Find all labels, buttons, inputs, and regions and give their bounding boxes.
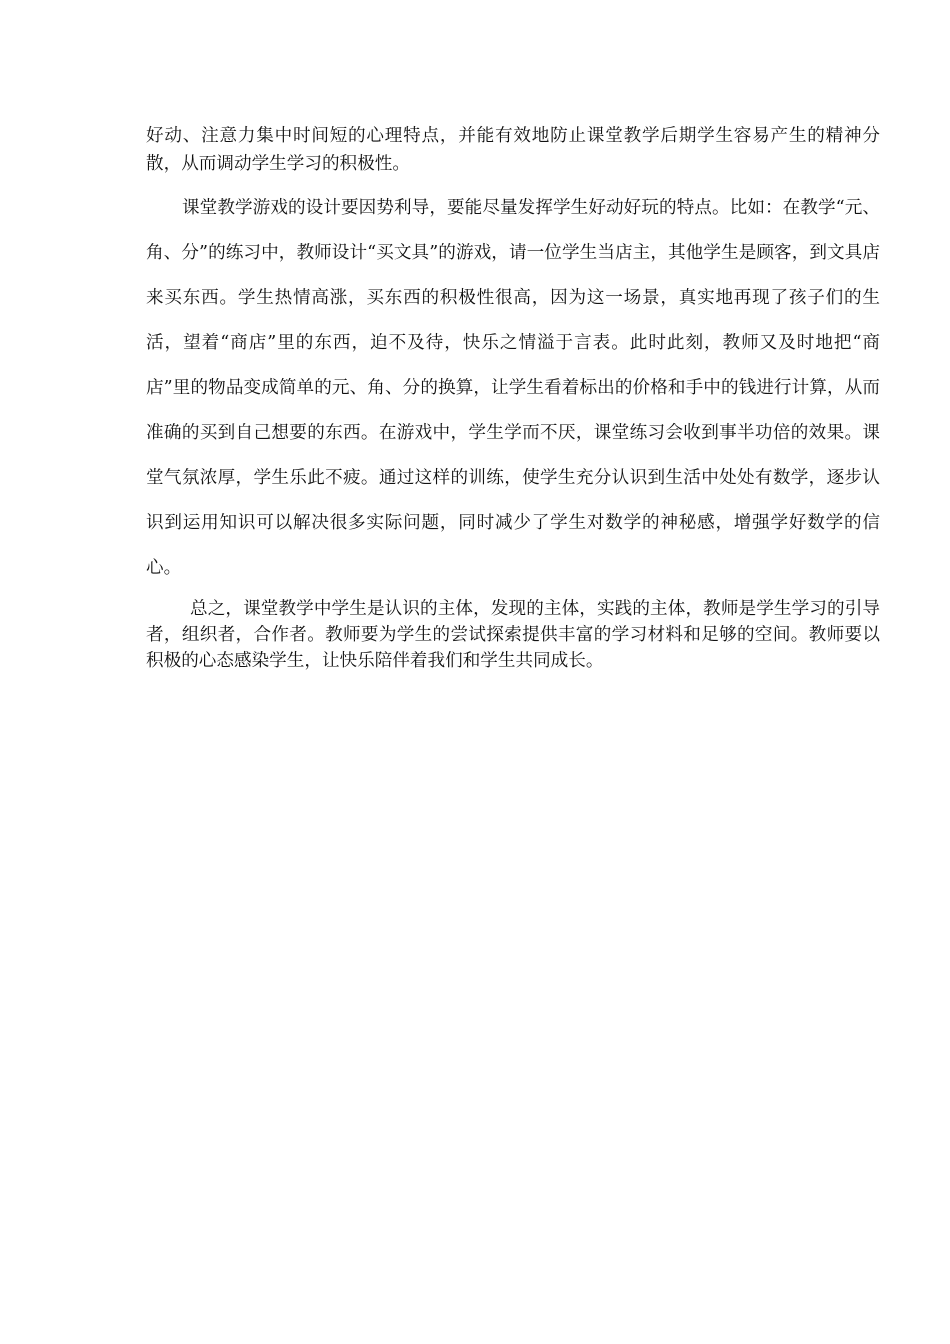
paragraph-game-design: 课堂教学游戏的设计要因势利导，要能尽量发挥学生好动好玩的特点。比如：在教学“元、角、分”的练习中，教师设计“买文具”的游戏，请一位学生当店主，其他学生是顾客，到文具店来买东西。学生热情高涨，买东西的积极性很高，因为这一场景，真实地再现了孩子们的生活，望着“商店”里的东西，迫不及待，快乐之情溢于言表。此时此刻，教师又及时地把“商店”里的物品变成简单的元、角、分的换算，让学生看着标出的价格和手中的钱进行计算，从而准确的买到自己想要的东西。在游戏中，学生学而不厌，课堂练习会收到事半功倍的效果。课堂气氛浓厚，学生乐此不疲。通过这样的训练，使学生充分认识到生活中处处有数学，逐步认识到运用知识可以解决很多实际问题，同时减少了学生对数学的神秘感，增强学好数学的信心。 bbox=[146, 198, 880, 578]
paragraph-conclusion: 总之，课堂教学中学生是认识的主体，发现的主体，实践的主体，教师是学生学习的引导者，组织者，合作者。教师要为学生的尝试探索提供丰富的学习材料和足够的空间。教师要以积极的心态感染学生，让快乐陪伴着我们和学生共同成长。 bbox=[146, 599, 880, 671]
paragraph-continuation: 好动、注意力集中时间短的心理特点，并能有效地防止课堂教学后期学生容易产生的精神分散，从而调动学生学习的积极性。 bbox=[146, 126, 880, 174]
